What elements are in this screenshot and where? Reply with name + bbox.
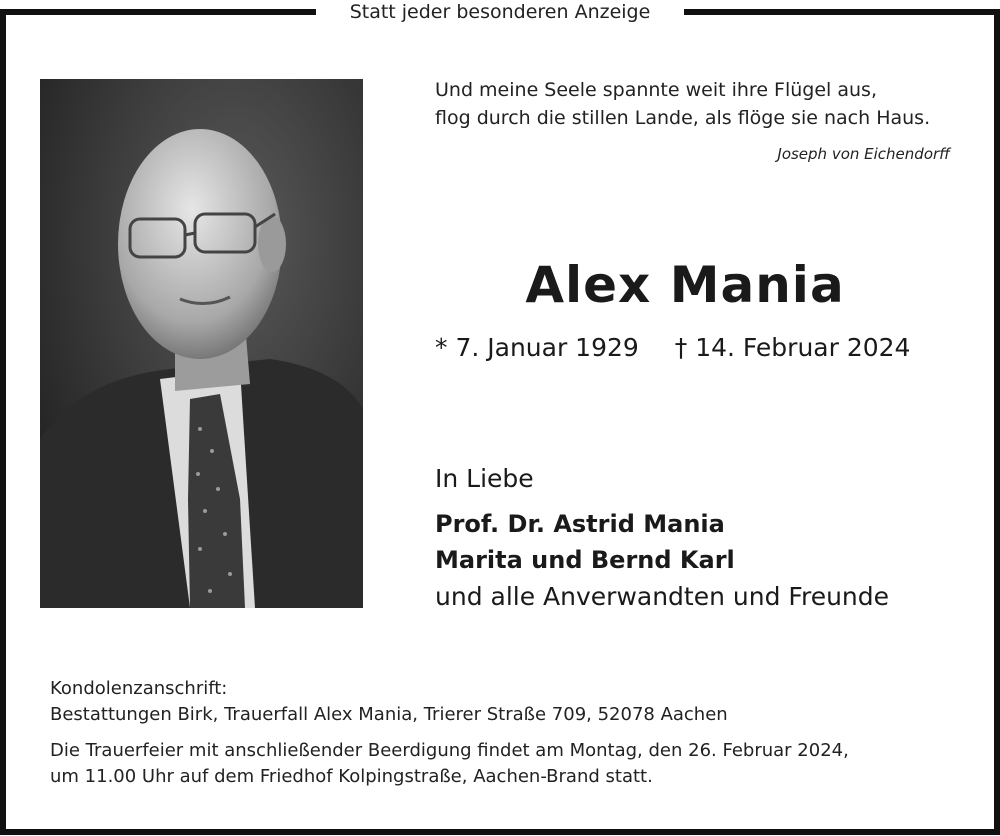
mourner-name: Marita und Bernd Karl xyxy=(435,546,735,574)
deceased-name: Alex Mania xyxy=(525,256,845,314)
poem-quote xyxy=(435,76,930,132)
header-label: Statt jeder besonderen Anzeige xyxy=(349,1,651,23)
portrait-photo xyxy=(40,79,363,608)
top-rule-right xyxy=(684,9,1000,15)
birth-date: * 7. Januar 1929 xyxy=(435,333,639,362)
mourner-name: Prof. Dr. Astrid Mania xyxy=(435,510,725,538)
footer-info xyxy=(50,676,849,790)
quote-line-2: flog durch die stillen Lande, als flöge sie nach Haus. xyxy=(435,107,931,129)
quote-line-1: Und meine Seele spannte weit ihre Flügel aus, xyxy=(435,79,877,101)
life-dates xyxy=(435,333,910,362)
quote-author: Joseph von Eichendorff xyxy=(777,145,950,163)
death-date: † 14. Februar 2024 xyxy=(674,333,911,362)
service-info-line-1: Die Trauerfeier mit anschließender Beerdigung findet am Montag, den 26. Februar 2024, xyxy=(50,740,849,761)
condolence-label: Kondolenzanschrift: xyxy=(50,678,228,699)
condolence-address: Bestattungen Birk, Trauerfall Alex Mania, Trierer Straße 709, 52078 Aachen xyxy=(50,704,728,725)
mourners-others: und alle Anverwandten und Freunde xyxy=(435,582,890,611)
service-info-line-2: um 11.00 Uhr auf dem Friedhof Kolpingstraße, Aachen-Brand statt. xyxy=(50,766,653,787)
top-rule-left xyxy=(0,9,316,15)
mourners-intro: In Liebe xyxy=(435,464,534,493)
